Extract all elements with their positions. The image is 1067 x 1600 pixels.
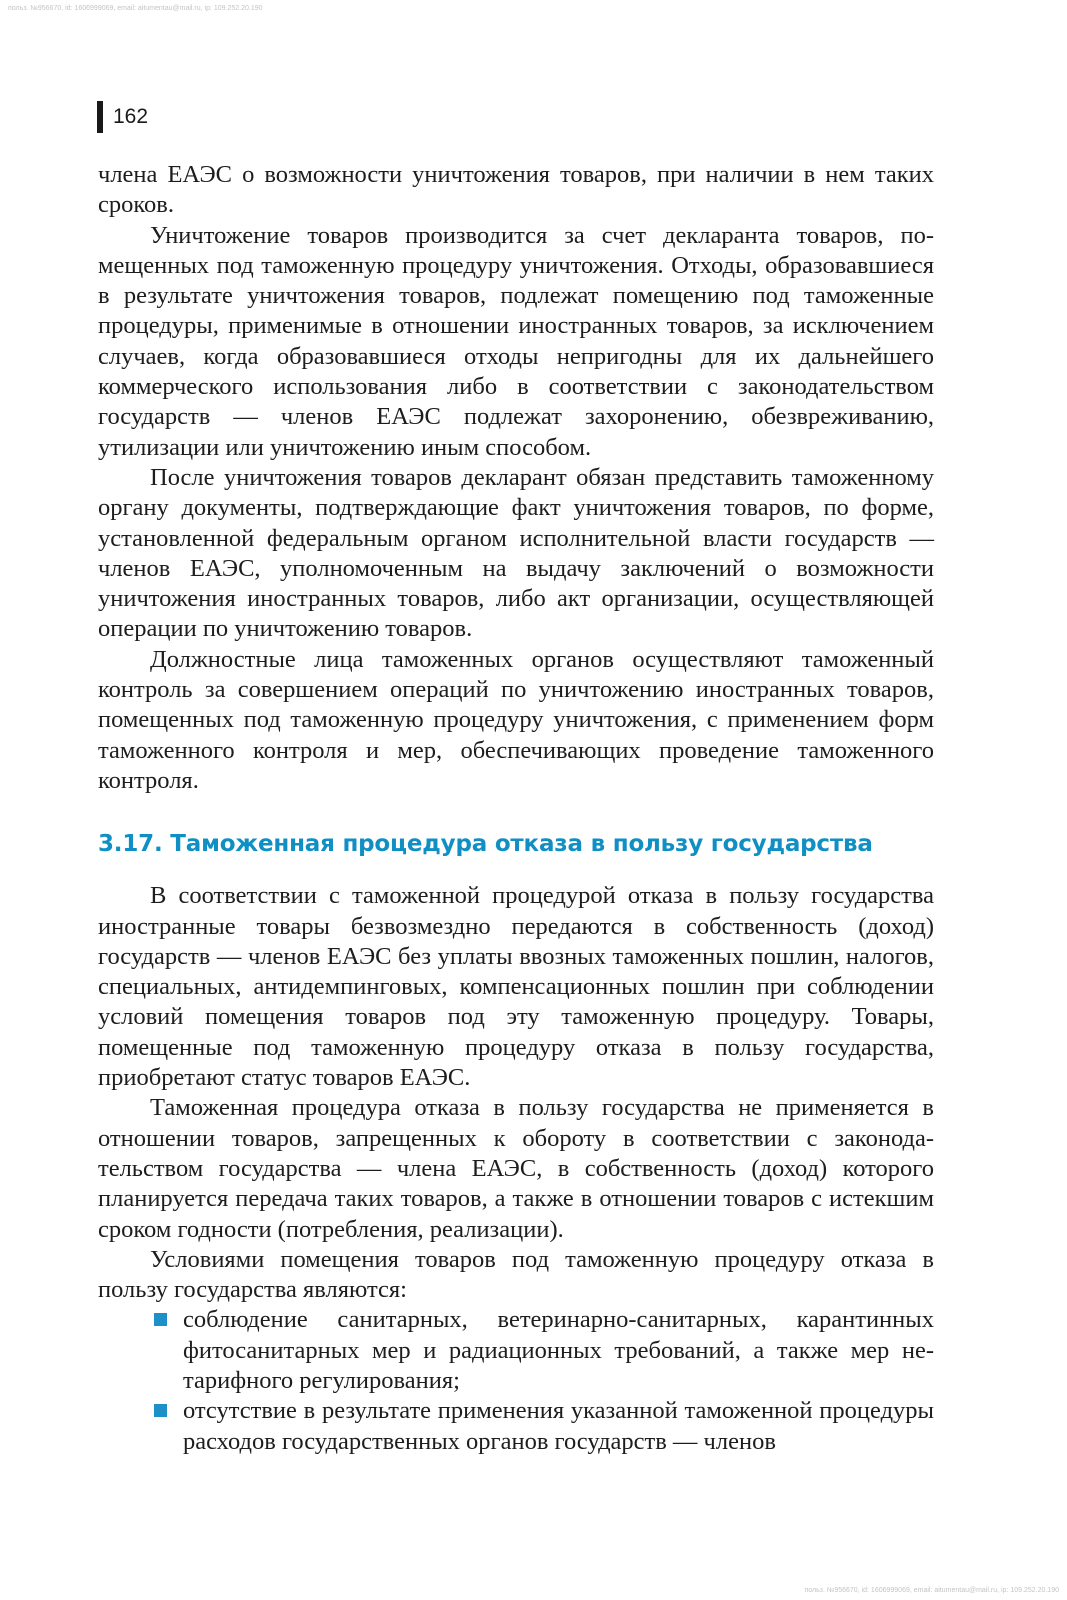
page-body xyxy=(98,160,934,1457)
paragraph: Должностные лица таможенных органов осуществляют таможенный контроль за совершением операций по уничтожению иностранных товаров, помещенных под таможенную процедуру уничтожения, с применением форм таможенного контроля и мер, обеспечивающих проведение таможенного контроля. xyxy=(98,645,934,794)
list-item-text: отсутствие в результате применения указанной таможенной процедуры расходов государственных органов государств — членов xyxy=(183,1397,934,1455)
list-item-text: соблюдение санитарных, ветеринарно-санитарных, карантинных фитосанитарных мер и радиационных требований, а также мер нетарифного регулирования; xyxy=(183,1306,934,1394)
page-number: 162 xyxy=(113,105,149,128)
list-item xyxy=(98,1305,934,1396)
watermark-bottom: польз. №956670, id: 1606999069, email: aitumentau@mail.ru, ip: 109.252.20.190 xyxy=(804,1587,1059,1594)
watermark-top: польз. №956670, id: 1606999069, email: aitumentau@mail.ru, ip: 109.252.20.190 xyxy=(8,5,263,12)
paragraph: Таможенная процедура отказа в пользу государства не применяется в отношении товаров, запрещенных к обороту в соответствии с законодательством государства — члена ЕАЭС, в собственность (доход) которого планируется передача таких товаров, а также в отношении товаров с истекшим сроком годности (потребления, реализации). xyxy=(98,1094,934,1243)
page-number-bar xyxy=(97,101,103,133)
square-bullet-icon xyxy=(154,1313,167,1326)
paragraph-continued: члена ЕАЭС о возможности уничтожения товаров, при наличии в нем таких сроков. xyxy=(98,161,934,219)
paragraph: После уничтожения товаров декларант обязан представить таможенному органу документы, подтверждающие факт уничтожения товаров, по форме, установленной федеральным органом исполнительной власти государств — членов ЕАЭС, уполномоченным на выдачу заключений о возможности уничтожения иностранных товаров, либо акт организации, осуществляющей операции по уничтожению товаров. xyxy=(98,463,934,643)
list-item xyxy=(98,1396,934,1457)
conditions-list xyxy=(98,1305,934,1456)
section-heading: 3.17. Таможенная процедура отказа в пользу государства xyxy=(98,831,873,858)
paragraph: В соответствии с таможенной процедурой отказа в пользу государства иностранные товары безвозмездно передаются в собственность (доход) государств — членов ЕАЭС без уплаты ввозных таможенных пошлин, налогов, специальных, антидемпинговых, компенсационных пошлин при соблюдении условий помещения товаров под эту таможенную процедуру. Товары, помещенные под таможенную процедуру отказа в пользу государства, приобретают статус товаров ЕАЭС. xyxy=(98,882,934,1092)
square-bullet-icon xyxy=(154,1404,167,1417)
paragraph: Уничтожение товаров производится за счет декларанта товаров, помещенных под таможенную процедуру уничтожения. Отходы, образовавшиеся в результате уничтожения товаров, подлежат помещению под таможенные процедуры, применимые в отношении иностранных товаров, за исключением случаев, когда образовавшиеся отходы непригодны для их дальнейшего коммерческого использования либо в соответствии с законодательством государств — членов ЕАЭС подлежат захоронению, обезвреживанию, утилизации или уничтожению иным способом. xyxy=(98,221,934,461)
paragraph: Условиями помещения товаров под таможенную процедуру отказа в пользу государства являются: xyxy=(98,1245,934,1304)
page-header xyxy=(97,101,148,133)
